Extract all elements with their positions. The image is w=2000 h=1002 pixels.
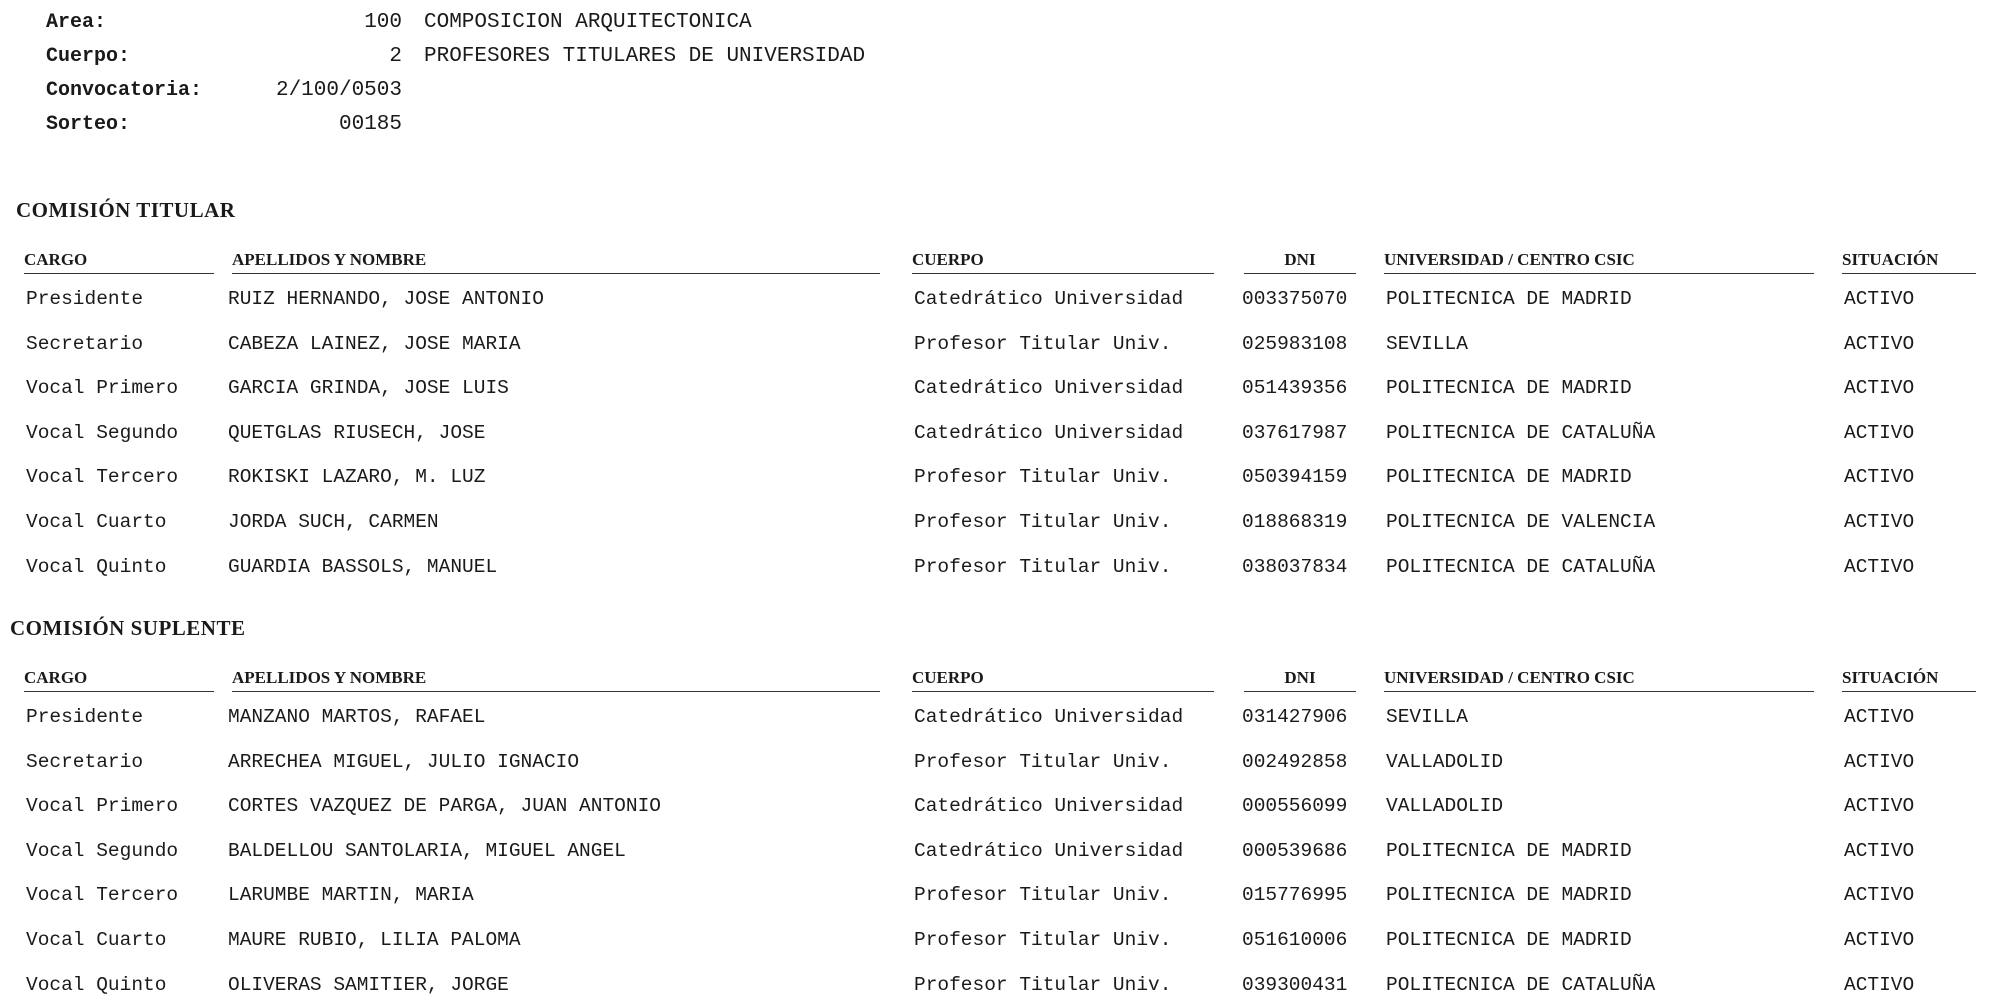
header-sorteo — [0, 110, 2000, 140]
cell-situacion: ACTIVO — [1844, 795, 1915, 818]
cell-cargo: Vocal Quinto — [26, 973, 167, 996]
cell-cuerpo: Profesor Titular Univ. — [914, 884, 1172, 907]
cell-nombre: JORDA SUCH, CARMEN — [228, 511, 439, 533]
cell-dni: 000556099 — [1242, 795, 1348, 818]
col-header-cargo: CARGO — [24, 668, 214, 692]
cell-situacion: ACTIVO — [1844, 839, 1915, 862]
cell-situacion: ACTIVO — [1844, 511, 1915, 533]
convocatoria-code: 2/100/0503 — [275, 79, 402, 102]
cell-cargo: Vocal Cuarto — [26, 929, 167, 951]
cell-nombre: RUIZ HERNANDO, JOSE ANTONIO — [228, 288, 544, 310]
cell-cuerpo: Profesor Titular Univ. — [914, 929, 1172, 951]
section-title-titular: COMISIÓN TITULAR — [16, 198, 236, 222]
cell-cuerpo: Catedrático Universidad — [914, 839, 1184, 862]
cell-cargo: Vocal Segundo — [26, 839, 179, 862]
cell-cargo: Vocal Primero — [26, 795, 179, 818]
cell-nombre: ROKISKI LAZARO, M. LUZ — [228, 466, 486, 489]
cell-nombre: CABEZA LAINEZ, JOSE MARIA — [228, 332, 521, 355]
cell-situacion: ACTIVO — [1844, 421, 1915, 444]
cell-universidad: POLITECNICA DE CATALUÑA — [1386, 973, 1656, 996]
area-desc: COMPOSICION ARQUITECTONICA — [424, 11, 752, 34]
cell-dni: 050394159 — [1242, 466, 1348, 489]
cuerpo-label: Cuerpo: — [46, 45, 131, 68]
cell-cuerpo: Profesor Titular Univ. — [914, 332, 1172, 355]
cell-situacion: ACTIVO — [1844, 706, 1915, 728]
cell-situacion: ACTIVO — [1844, 377, 1915, 400]
cell-cargo: Vocal Primero — [26, 377, 179, 400]
cell-cargo: Vocal Segundo — [26, 421, 179, 444]
cell-cuerpo: Catedrático Universidad — [914, 288, 1184, 310]
cell-cargo: Secretario — [26, 750, 144, 773]
col-header-nombre: APELLIDOS Y NOMBRE — [232, 250, 880, 274]
cell-universidad: POLITECNICA DE MADRID — [1386, 466, 1632, 489]
cell-cuerpo: Catedrático Universidad — [914, 377, 1184, 400]
area-code: 100 — [364, 11, 402, 34]
cell-universidad: POLITECNICA DE CATALUÑA — [1386, 555, 1656, 578]
cell-cuerpo: Profesor Titular Univ. — [914, 511, 1172, 533]
convocatoria-label: Convocatoria: — [46, 79, 203, 102]
cell-cuerpo: Profesor Titular Univ. — [914, 466, 1172, 489]
cell-universidad: VALLADOLID — [1386, 795, 1504, 818]
cell-dni: 015776995 — [1242, 884, 1348, 907]
cell-cargo: Vocal Tercero — [26, 466, 179, 489]
cell-universidad: POLITECNICA DE MADRID — [1386, 929, 1632, 951]
cell-nombre: MANZANO MARTOS, RAFAEL — [228, 706, 486, 728]
cell-dni: 037617987 — [1242, 421, 1348, 444]
col-header-situacion: SITUACIÓN — [1842, 668, 1976, 692]
cell-universidad: POLITECNICA DE MADRID — [1386, 884, 1632, 907]
col-header-cargo: CARGO — [24, 250, 214, 274]
cell-situacion: ACTIVO — [1844, 973, 1915, 996]
cell-cargo: Secretario — [26, 332, 144, 355]
cell-universidad: POLITECNICA DE MADRID — [1386, 288, 1632, 310]
cell-situacion: ACTIVO — [1844, 555, 1915, 578]
cell-cargo: Presidente — [26, 706, 144, 728]
cell-universidad: POLITECNICA DE VALENCIA — [1386, 511, 1656, 533]
col-header-dni: DNI — [1244, 668, 1356, 692]
cell-cargo: Vocal Tercero — [26, 884, 179, 907]
cell-universidad: POLITECNICA DE CATALUÑA — [1386, 421, 1656, 444]
cell-situacion: ACTIVO — [1844, 466, 1915, 489]
cell-dni: 031427906 — [1242, 706, 1348, 728]
cell-cargo: Presidente — [26, 288, 144, 310]
cell-dni: 039300431 — [1242, 973, 1348, 996]
cell-dni: 003375070 — [1242, 288, 1348, 310]
cell-universidad: POLITECNICA DE MADRID — [1386, 839, 1632, 862]
cell-cuerpo: Profesor Titular Univ. — [914, 973, 1172, 996]
cell-cuerpo: Profesor Titular Univ. — [914, 750, 1172, 773]
cell-nombre: MAURE RUBIO, LILIA PALOMA — [228, 929, 521, 951]
cell-dni: 051610006 — [1242, 929, 1348, 951]
cell-universidad: VALLADOLID — [1386, 750, 1504, 773]
col-header-dni: DNI — [1244, 250, 1356, 274]
cell-universidad: POLITECNICA DE MADRID — [1386, 377, 1632, 400]
cell-situacion: ACTIVO — [1844, 884, 1915, 907]
cell-nombre: ARRECHEA MIGUEL, JULIO IGNACIO — [228, 750, 580, 773]
col-header-situacion: SITUACIÓN — [1842, 250, 1976, 274]
cell-situacion: ACTIVO — [1844, 288, 1915, 310]
cell-nombre: OLIVERAS SAMITIER, JORGE — [228, 973, 509, 996]
cell-situacion: ACTIVO — [1844, 332, 1915, 355]
cell-nombre: LARUMBE MARTIN, MARIA — [228, 884, 474, 907]
section-title-suplente: COMISIÓN SUPLENTE — [10, 616, 246, 640]
cell-dni: 025983108 — [1242, 332, 1348, 355]
cell-cuerpo: Catedrático Universidad — [914, 706, 1184, 728]
cell-dni: 000539686 — [1242, 839, 1348, 862]
sorteo-code: 00185 — [338, 113, 402, 136]
header-area — [0, 8, 2000, 38]
cell-situacion: ACTIVO — [1844, 929, 1915, 951]
cell-nombre: CORTES VAZQUEZ DE PARGA, JUAN ANTONIO — [228, 795, 661, 818]
cell-dni: 002492858 — [1242, 750, 1348, 773]
cell-cargo: Vocal Quinto — [26, 555, 167, 578]
cell-universidad: SEVILLA — [1386, 332, 1468, 355]
cuerpo-code: 2 — [389, 45, 402, 68]
col-header-universidad: UNIVERSIDAD / CENTRO CSIC — [1384, 668, 1814, 692]
cell-situacion: ACTIVO — [1844, 750, 1915, 773]
col-header-cuerpo: CUERPO — [912, 668, 1214, 692]
cell-nombre: BALDELLOU SANTOLARIA, MIGUEL ANGEL — [228, 839, 626, 862]
cell-nombre: GUARDIA BASSOLS, MANUEL — [228, 555, 498, 578]
header-cuerpo — [0, 42, 2000, 72]
cell-cargo: Vocal Cuarto — [26, 511, 167, 533]
cell-cuerpo: Catedrático Universidad — [914, 421, 1184, 444]
col-header-cuerpo: CUERPO — [912, 250, 1214, 274]
area-label: Area: — [46, 11, 107, 34]
cell-dni: 038037834 — [1242, 555, 1348, 578]
col-header-universidad: UNIVERSIDAD / CENTRO CSIC — [1384, 250, 1814, 274]
cell-cuerpo: Profesor Titular Univ. — [914, 555, 1172, 578]
cell-nombre: GARCIA GRINDA, JOSE LUIS — [228, 377, 509, 400]
header-convocatoria — [0, 76, 2000, 106]
cell-dni: 018868319 — [1242, 511, 1348, 533]
col-header-nombre: APELLIDOS Y NOMBRE — [232, 668, 880, 692]
sorteo-label: Sorteo: — [46, 113, 131, 136]
cell-cuerpo: Catedrático Universidad — [914, 795, 1184, 818]
cell-nombre: QUETGLAS RIUSECH, JOSE — [228, 421, 486, 444]
cell-dni: 051439356 — [1242, 377, 1348, 400]
cell-universidad: SEVILLA — [1386, 706, 1468, 728]
cuerpo-desc: PROFESORES TITULARES DE UNIVERSIDAD — [424, 45, 866, 68]
